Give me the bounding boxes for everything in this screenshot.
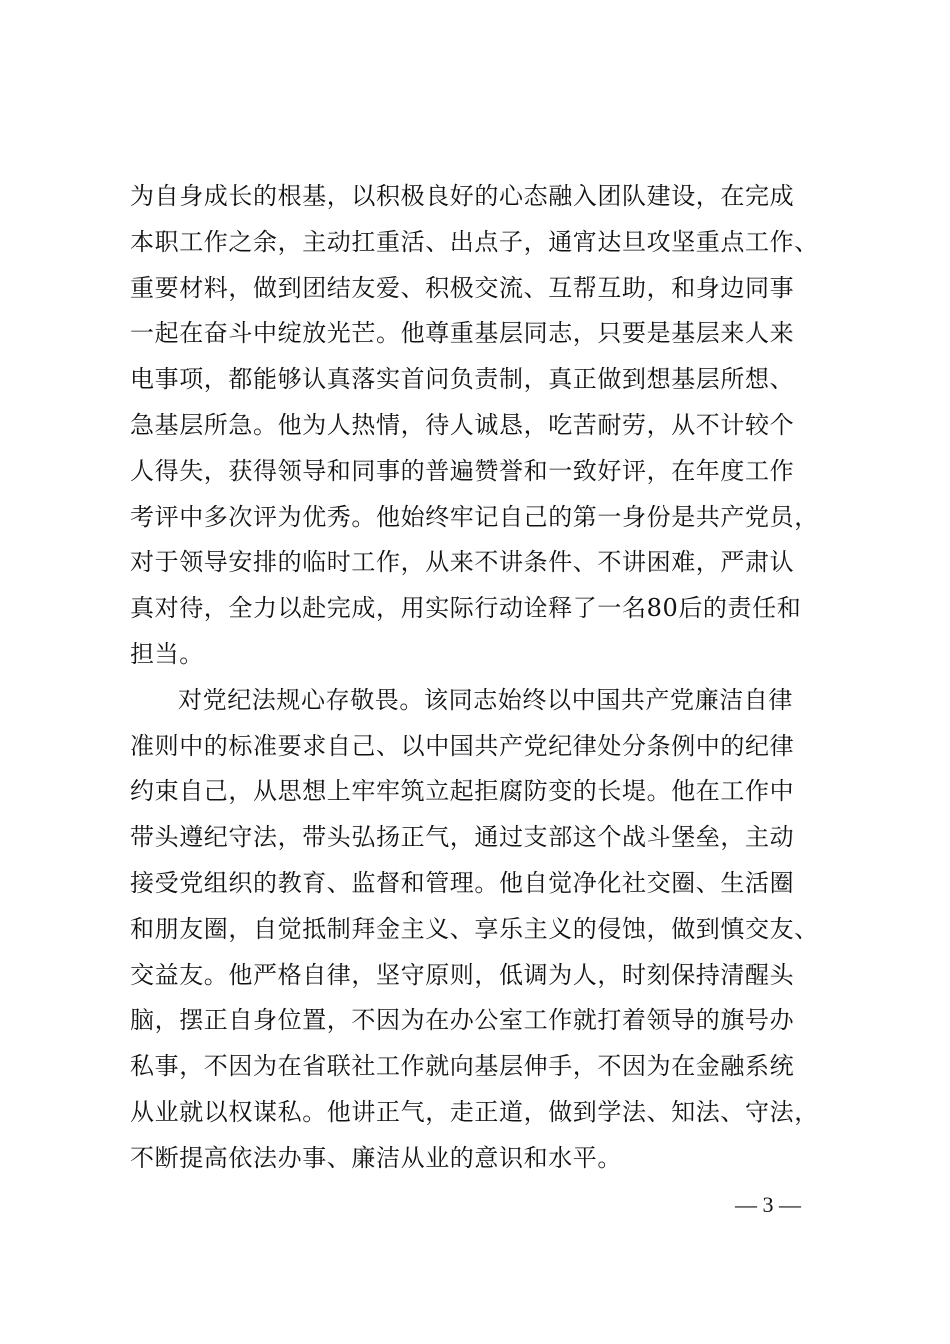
text-line: 脑，摆正自身位置，不因为在办公室工作就打着领导的旗号办 (130, 1006, 795, 1035)
text-line: 约束自己，从思想上牢牢筑立起拒腐防变的长堤。他在工作中 (130, 777, 795, 806)
text-line: 人得失，获得领导和同事的普遍赞誉和一致好评，在年度工作 (130, 456, 795, 485)
text-line: 一起在奋斗中绽放光芒。他尊重基层同志，只要是基层来人来 (130, 319, 795, 348)
text-line: 电事项，都能够认真落实首问负责制，真正做到想基层所想、 (130, 365, 795, 394)
text-line: 交益友。他严格自律，坚守原则，低调为人，时刻保持清醒头 (130, 960, 795, 989)
body-text (130, 174, 830, 1182)
paragraph-start-line: 对党纪法规心存敬畏。该同志始终以中国共产党廉洁自律 (178, 685, 793, 714)
text-line: 真对待，全力以赴完成，用实际行动诠释了一名80后的责任和 (130, 594, 802, 623)
text-line: 私事，不因为在省联社工作就向基层伸手，不因为在金融系统 (130, 1052, 795, 1081)
text-line: 带头遵纪守法，带头弘扬正气，通过支部这个战斗堡垒，主动 (130, 823, 795, 852)
text-line: 本职工作之余，主动扛重活、出点子，通宵达旦攻坚重点工作、 (130, 227, 819, 256)
text-line: 急基层所急。他为人热情，待人诚恳，吃苦耐劳，从不计较个 (130, 410, 795, 439)
text-line: 从业就以权谋私。他讲正气，走正道，做到学法、知法、守法， (130, 1097, 819, 1126)
text-line: 接受党组织的教育、监督和管理。他自觉净化社交圈、生活圈 (130, 868, 795, 897)
page-number: — 3 — (735, 1192, 801, 1217)
text-line: 为自身成长的根基，以积极良好的心态融入团队建设，在完成 (130, 182, 795, 210)
text-line: 考评中多次评为优秀。他始终牢记自己的第一身份是共产党员， (130, 502, 819, 531)
text-line: 重要材料，做到团结友爱、积极交流、互帮互助，和身边同事 (130, 273, 795, 302)
text-line: 准则中的标准要求自己、以中国共产党纪律处分条例中的纪律 (130, 731, 795, 760)
text-line: 不断提高依法办事、廉洁从业的意识和水平。 (130, 1143, 622, 1172)
text-line: 对于领导安排的临时工作，从来不讲条件、不讲困难，严肃认 (130, 548, 795, 577)
text-line: 担当。 (130, 639, 204, 668)
text-line: 和朋友圈，自觉抵制拜金主义、享乐主义的侵蚀，做到慎交友、 (130, 914, 819, 943)
